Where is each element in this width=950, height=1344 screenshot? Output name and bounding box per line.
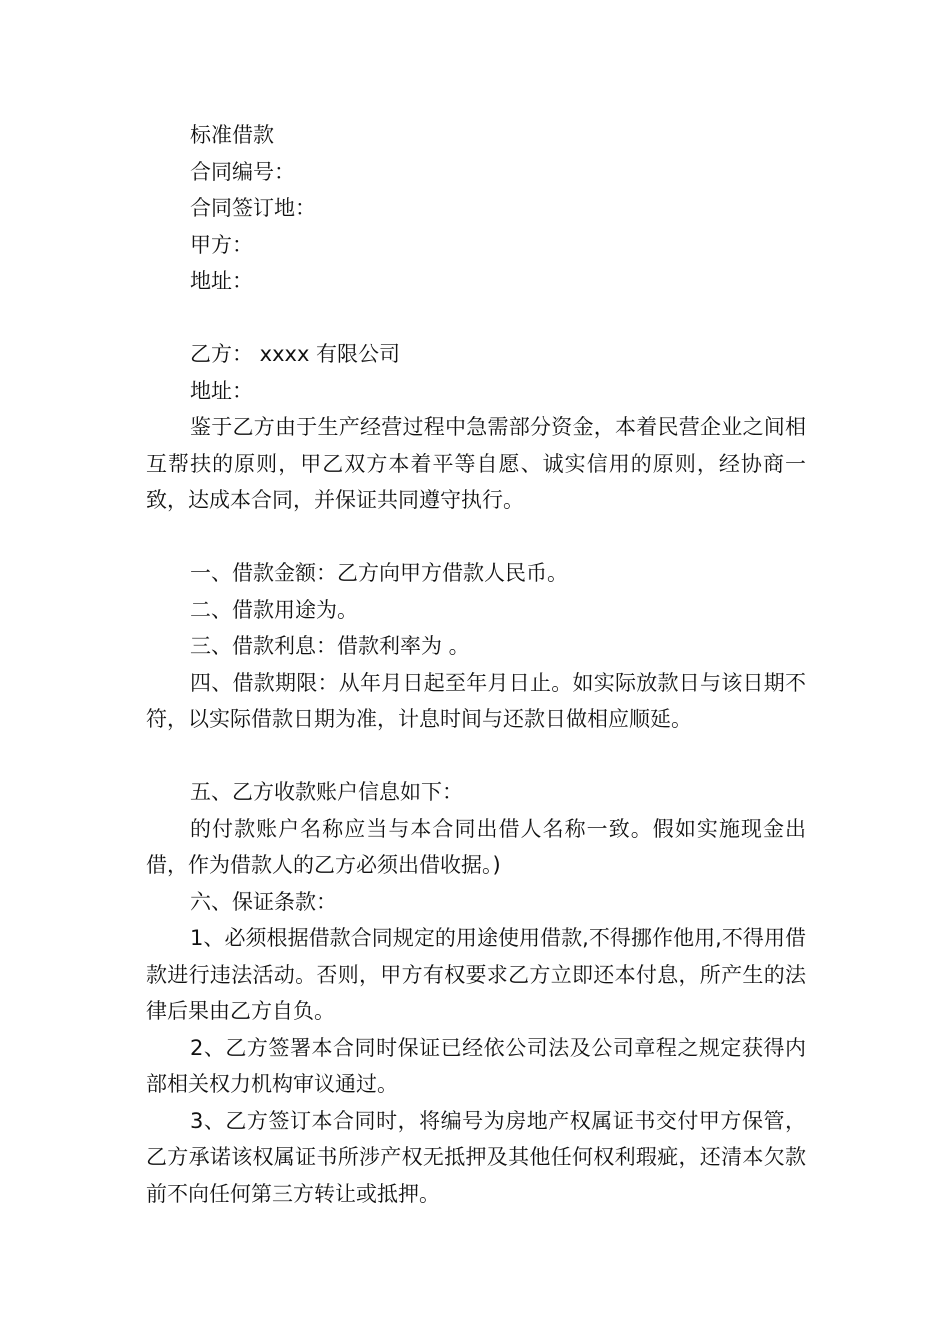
clause-loan-amount: 一、借款金额：乙方向甲方借款人民币。 bbox=[190, 561, 568, 585]
clause-guarantee-item-3: 3、乙方签订本合同时，将编号为房地产权属证书交付甲方保管，乙方承诺该权属证书所涉产权无抵押及其他任何权利瑕疵，还清本欠款前不向任何第三方转让或抵押。 bbox=[146, 1108, 806, 1206]
clause-account-note: 的付款账户名称应当与本合同出借人名称一致。假如实施现金出借，作为借款人的乙方必须出借收据。) bbox=[146, 816, 806, 877]
blank-line bbox=[146, 300, 806, 337]
party-a-address-line: 地址： bbox=[190, 269, 253, 293]
party-b-line: 乙方： xxxx 有限公司 bbox=[190, 342, 401, 366]
clause-account-info: 五、乙方收款账户信息如下： bbox=[190, 780, 463, 804]
document-body bbox=[146, 117, 806, 1212]
party-b-address-line: 地址： bbox=[190, 378, 253, 403]
clause-loan-term: 四、借款期限：从年月日起至年月日止。如实际放款日与该日期不符，以实际借款日期为准，计息时间与还款日做相应顺延。 bbox=[146, 670, 806, 731]
clause-guarantee-heading: 六、保证条款： bbox=[190, 889, 337, 914]
preamble-paragraph: 鉴于乙方由于生产经营过程中急需部分资金，本着民营企业之间相互帮扶的原则，甲乙双方本着平等自愿、诚实信用的原则，经协商一致，达成本合同，并保证共同遵守执行。 bbox=[146, 415, 806, 512]
clause-loan-interest: 三、借款利息：借款利率为 。 bbox=[190, 634, 470, 658]
party-a-line: 甲方： bbox=[190, 232, 253, 257]
blank-line bbox=[146, 519, 806, 556]
clause-guarantee-item-2: 2、乙方签署本合同时保证已经依公司法及公司章程之规定获得内部相关权力机构审议通过。 bbox=[146, 1035, 806, 1096]
contract-number-line: 合同编号： bbox=[190, 159, 295, 184]
signing-place-line: 合同签订地： bbox=[190, 196, 316, 220]
blank-line bbox=[146, 738, 806, 775]
clause-guarantee-item-1: 1、必须根据借款合同规定的用途使用借款,不得挪作他用,不得用借款进行违法活动。否则，甲方有权要求乙方立即还本付息，所产生的法律后果由乙方自负。 bbox=[146, 926, 806, 1023]
clause-loan-purpose: 二、借款用途为。 bbox=[190, 597, 358, 622]
document-title: 标准借款 bbox=[190, 123, 274, 147]
